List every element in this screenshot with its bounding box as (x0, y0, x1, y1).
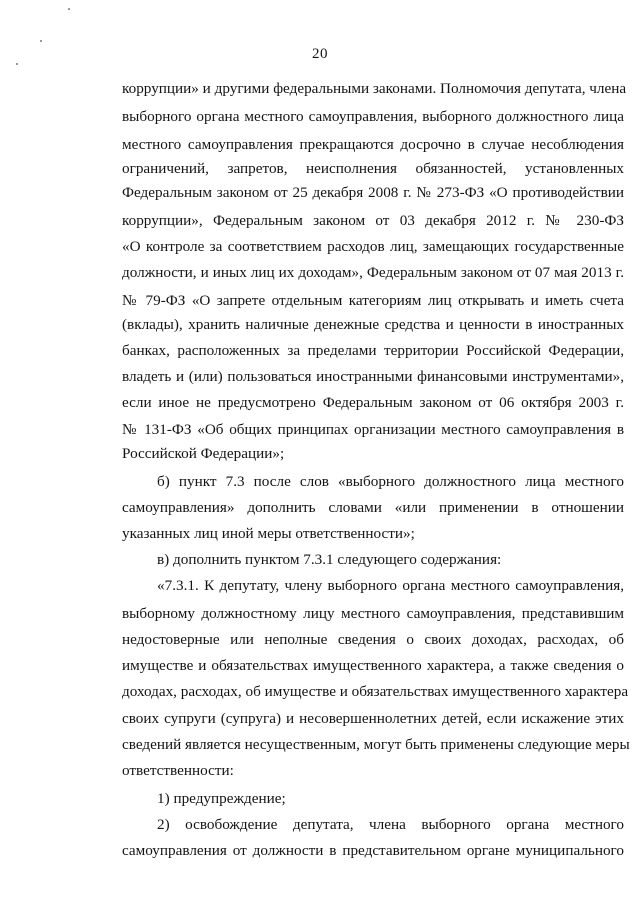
text-line: сведений является несущественным, могут быть применены следующие меры (122, 736, 630, 753)
text-line: доходах, расходах, об имуществе и обязательствах имущественного характера (122, 683, 629, 700)
scan-speck (40, 40, 42, 42)
text-line: имуществе и обязательствах имущественного характера, а также сведения о (122, 657, 624, 674)
list-item: 1) предупреждение; (157, 790, 286, 807)
text-line: «О контроле за соответствием расходов лиц, замещающих государственные (122, 238, 624, 255)
text-line: выборного органа местного самоуправления, выборного должностного лица (122, 108, 624, 125)
text-line: банках, расположенных за пределами территории Российской Федерации, (122, 342, 624, 359)
paragraph-first-line: б) пункт 7.3 после слов «выборного должностного лица местного (157, 473, 624, 490)
text-line: ограничений, запретов, неисполнения обязанностей, установленных (122, 160, 624, 177)
text-line: местного самоуправления прекращаются досрочно в случае несоблюдения (122, 136, 624, 153)
text-line: указанных лиц иной меры ответственности»; (122, 525, 415, 542)
page-number: 20 (312, 46, 328, 62)
text-line: Российской Федерации»; (122, 445, 285, 462)
paragraph-first-line: в) дополнить пунктом 7.3.1 следующего содержания: (157, 551, 502, 568)
text-line: своих супруги (супруга) и несовершеннолетних детей, если искажение этих (122, 710, 624, 727)
text-line: коррупции» и другими федеральными законами. Полномочия депутата, члена (122, 80, 627, 97)
text-line: ответственности: (122, 762, 234, 779)
text-line: (вклады), хранить наличные денежные средства и ценности в иностранных (122, 316, 624, 333)
text-line: если иное не предусмотрено Федеральным законом от 06 октября 2003 г. (122, 394, 624, 411)
scan-speck (68, 8, 70, 10)
text-line: должности, и иных лиц их доходам», Федеральным законом от 07 мая 2013 г. (122, 264, 624, 281)
list-item: 2) освобождение депутата, члена выборного органа местного (157, 816, 624, 833)
text-line: самоуправления» дополнить словами «или применении в отношении (122, 499, 624, 516)
text-line: коррупции», Федеральным законом от 03 декабря 2012 г. № 230-ФЗ (122, 212, 624, 229)
scan-speck (16, 63, 18, 65)
text-line: самоуправления от должности в представительном органе муниципального (122, 842, 624, 859)
text-line: № 79-ФЗ «О запрете отдельным категориям лиц открывать и иметь счета (122, 292, 624, 309)
paragraph-first-line: «7.3.1. К депутату, члену выборного органа местного самоуправления, (157, 577, 624, 594)
text-line: выборному должностному лицу местного самоуправления, представившим (122, 605, 624, 622)
text-line: владеть и (или) пользоваться иностранными финансовыми инструментами», (122, 368, 624, 385)
text-line: Федеральным законом от 25 декабря 2008 г. № 273-ФЗ «О противодействии (122, 184, 624, 201)
text-line: № 131-ФЗ «Об общих принципах организации местного самоуправления в (122, 421, 624, 438)
text-line: недостоверные или неполные сведения о своих доходах, расходах, об (122, 631, 624, 648)
